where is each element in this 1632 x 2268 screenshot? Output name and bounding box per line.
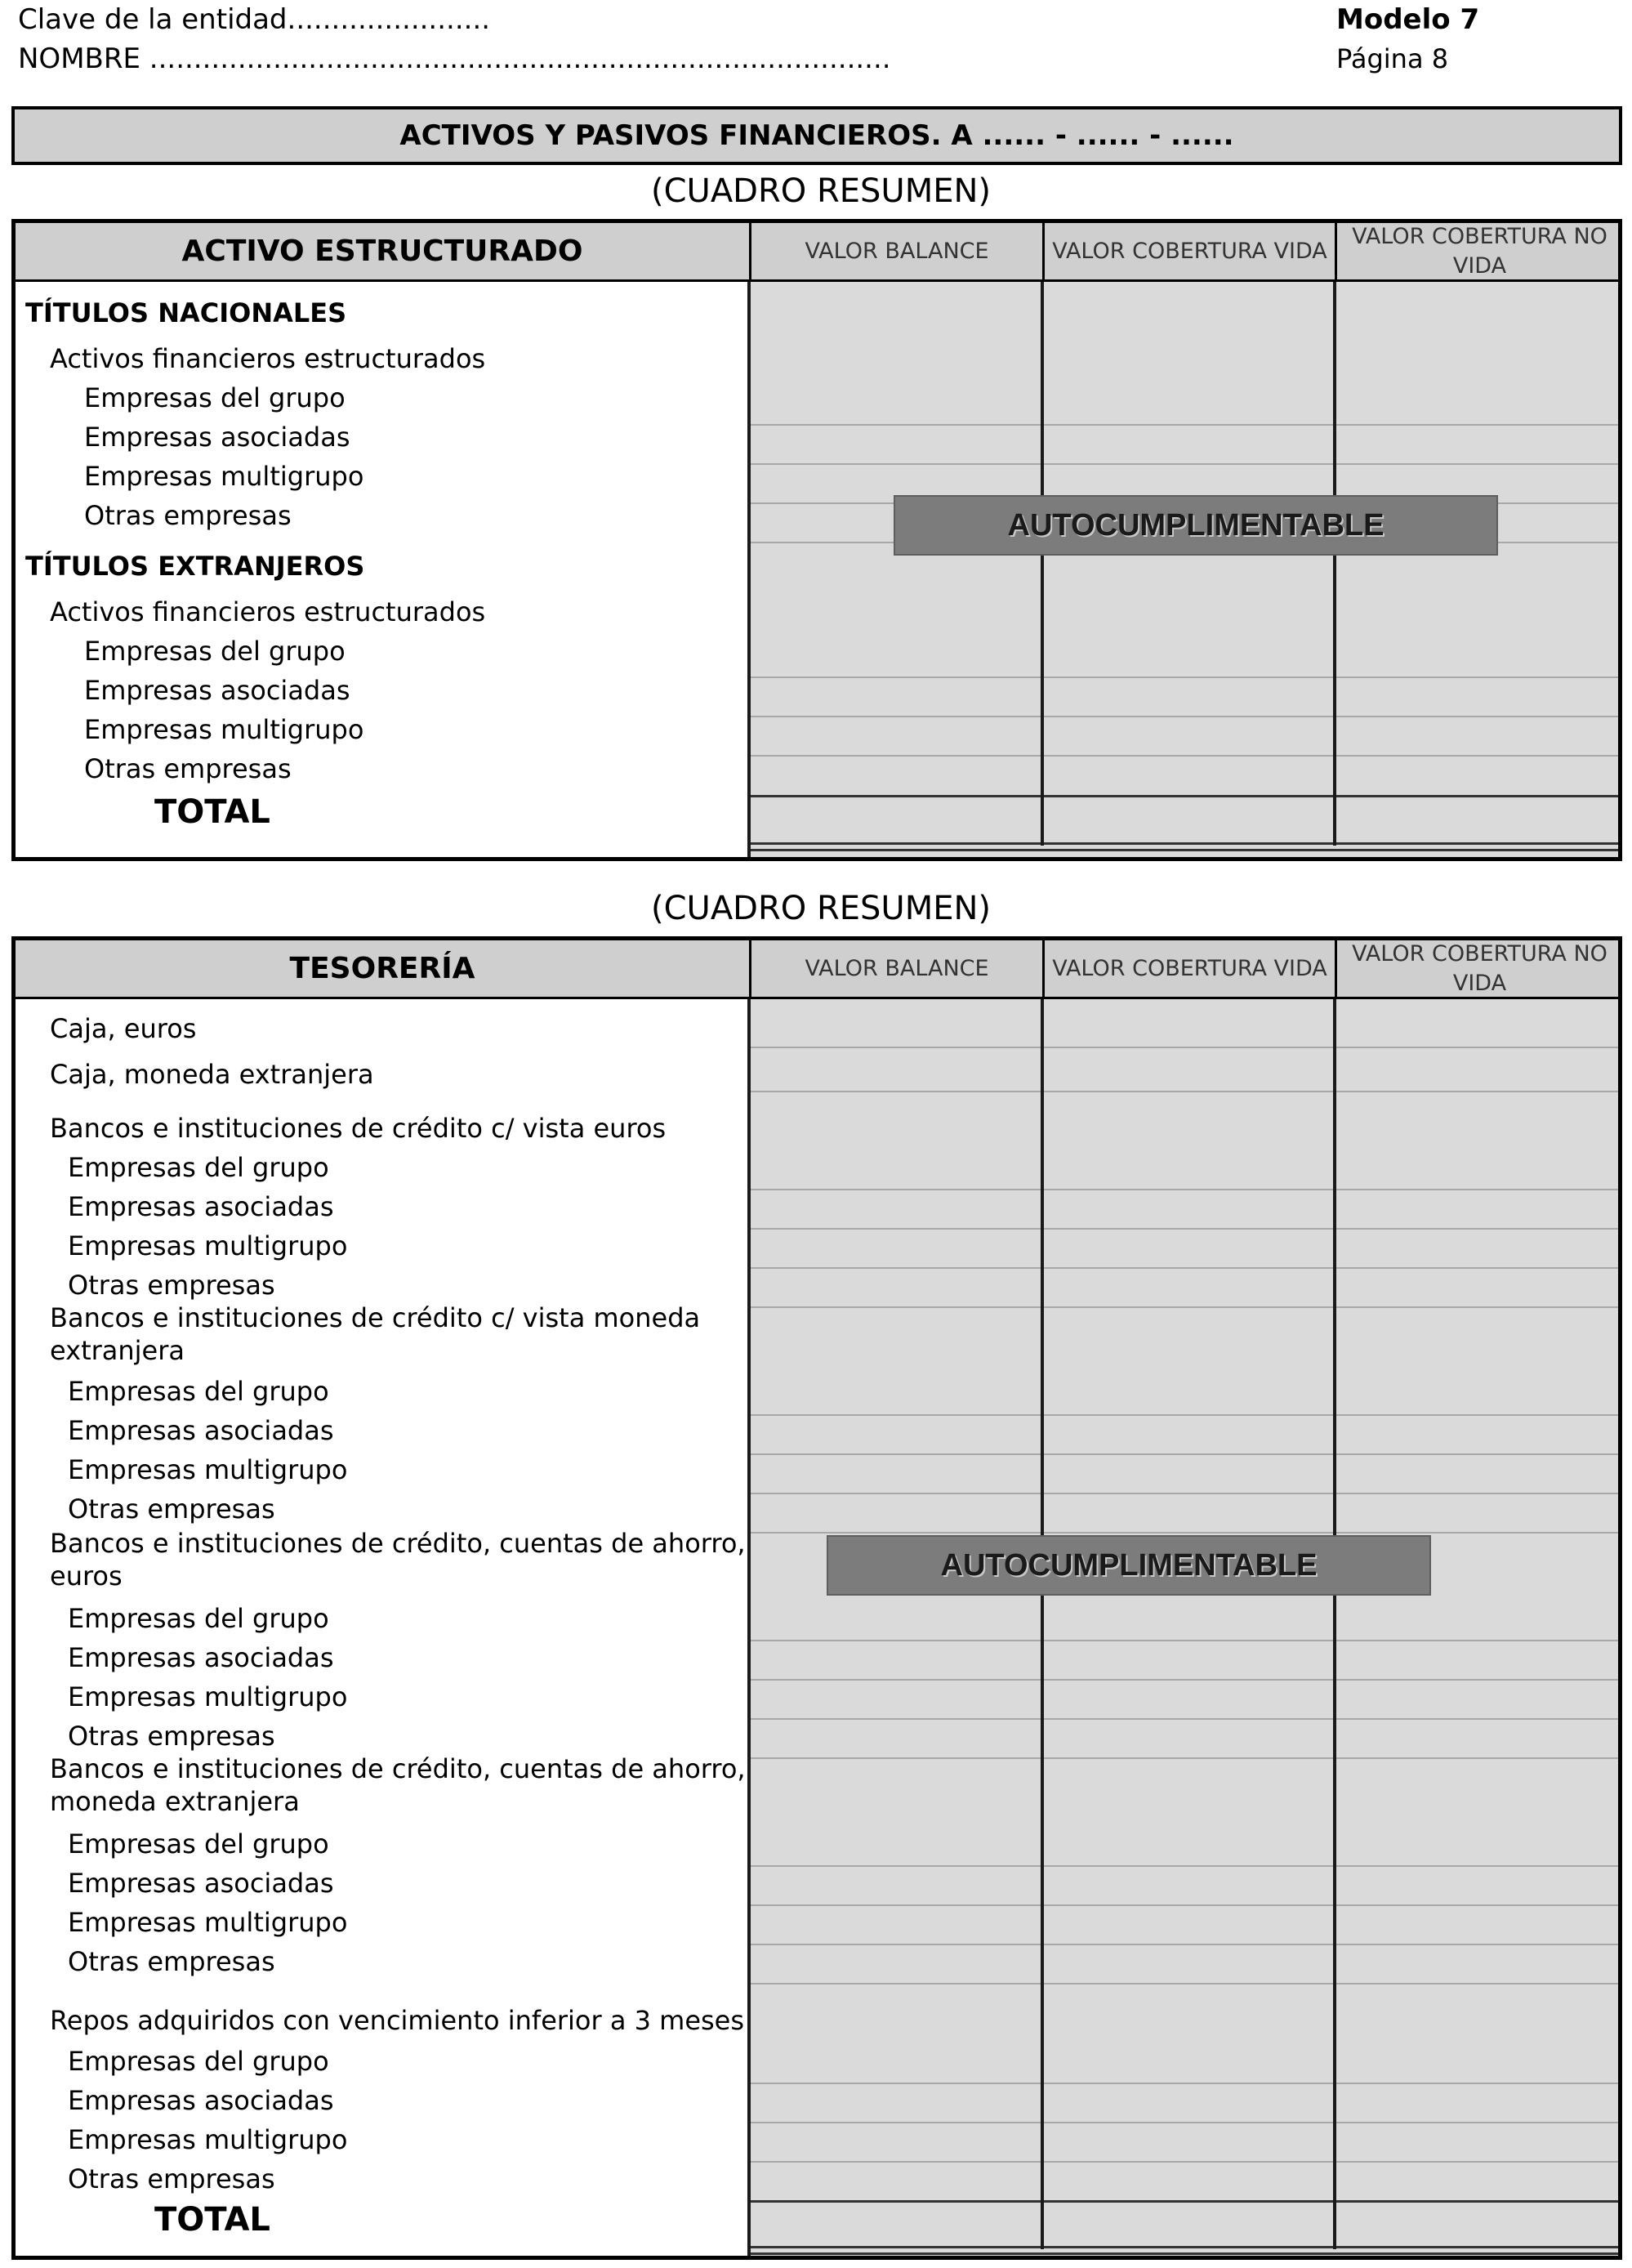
- row-label: Empresas multigrupo: [68, 1907, 348, 1938]
- col-header-balance: VALOR BALANCE: [749, 223, 1042, 282]
- total-divider: [749, 849, 1622, 851]
- total-label-1: TOTAL: [154, 793, 270, 831]
- row-label: Empresas multigrupo: [84, 714, 364, 745]
- row-label: Empresas multigrupo: [68, 1230, 348, 1261]
- total-divider: [749, 842, 1622, 845]
- row-label: Repos adquiridos con vencimiento inferior a 3 meses: [50, 2005, 745, 2036]
- row-divider: [749, 1091, 1622, 1092]
- row-divider: [749, 1904, 1622, 1906]
- col-header-coverage-life: VALOR COBERTURA VIDA: [1042, 940, 1335, 999]
- row-divider: [749, 1718, 1622, 1720]
- structured-assets-table: [11, 219, 1622, 861]
- row-divider: [749, 1228, 1622, 1230]
- row-label: Otras empresas: [68, 1946, 275, 1977]
- row-label: Empresas del grupo: [68, 1603, 329, 1634]
- col-header-coverage-life: VALOR COBERTURA VIDA: [1042, 223, 1335, 282]
- row-label: Empresas asociadas: [68, 1415, 334, 1446]
- column-divider: [1333, 999, 1336, 2249]
- structured-assets-heading: ACTIVO ESTRUCTURADO: [16, 223, 749, 282]
- row-label: Empresas del grupo: [68, 1376, 329, 1407]
- summary-caption-2: (CUADRO RESUMEN): [651, 890, 992, 927]
- row-label: Activos financieros estructurados: [50, 343, 486, 374]
- row-label: Empresas asociadas: [68, 1868, 334, 1899]
- col-header-balance: VALOR BALANCE: [749, 940, 1042, 999]
- row-label: TÍTULOS EXTRANJEROS: [25, 551, 365, 582]
- row-label: Empresas del grupo: [68, 2046, 329, 2077]
- total-divider: [749, 795, 1622, 797]
- row-label: Empresas asociadas: [68, 1642, 334, 1673]
- row-label: Bancos e instituciones de crédito c/ vista euros: [50, 1113, 667, 1144]
- value-area-1: [749, 282, 1622, 861]
- row-label: Caja, moneda extranjera: [50, 1059, 374, 1090]
- row-label: Empresas del grupo: [84, 636, 346, 667]
- row-label: Otras empresas: [68, 1270, 275, 1301]
- autocumplimentable-badge-2: AUTOCUMPLIMENTABLE: [827, 1535, 1431, 1596]
- row-divider: [749, 424, 1622, 426]
- row-label: Otras empresas: [68, 1721, 275, 1752]
- row-label: Otras empresas: [68, 2163, 275, 2194]
- row-divider: [749, 755, 1622, 757]
- total-divider: [749, 2200, 1622, 2203]
- row-divider: [749, 1414, 1622, 1416]
- total-divider: [749, 2252, 1622, 2255]
- column-divider: [1333, 282, 1336, 846]
- row-label: Bancos e instituciones de crédito, cuentas de ahorro, moneda extranjera: [50, 1753, 746, 1817]
- row-divider: [749, 1047, 1622, 1048]
- row-label: Bancos e instituciones de crédito c/ vista moneda extranjera: [50, 1302, 701, 1366]
- row-divider: [749, 1679, 1622, 1681]
- row-label: Empresas del grupo: [84, 382, 346, 413]
- column-divider: [1041, 282, 1044, 846]
- total-divider: [749, 2246, 1622, 2248]
- page-number: Página 8: [1336, 43, 1449, 74]
- col-header-coverage-non-life: VALOR COBERTURA NO VIDA: [1335, 223, 1622, 282]
- row-label: Activos financieros estructurados: [50, 596, 486, 627]
- row-divider: [749, 1306, 1622, 1308]
- row-divider: [749, 1640, 1622, 1641]
- row-label: Empresas multigrupo: [68, 1454, 348, 1485]
- row-divider: [749, 2161, 1622, 2163]
- row-label: Empresas del grupo: [68, 1828, 329, 1859]
- column-divider: [747, 282, 751, 861]
- row-divider: [749, 1267, 1622, 1269]
- row-label: Otras empresas: [84, 500, 292, 531]
- summary-caption-1: (CUADRO RESUMEN): [651, 172, 992, 210]
- row-label: Empresas asociadas: [84, 675, 350, 706]
- row-divider: [749, 463, 1622, 465]
- row-divider: [749, 2083, 1622, 2084]
- form-title: ACTIVOS Y PASIVOS FINANCIEROS. A ...... - ...... - ......: [11, 106, 1622, 165]
- row-divider: [749, 2122, 1622, 2123]
- row-divider: [749, 1944, 1622, 1945]
- col-header-coverage-non-life: VALOR COBERTURA NO VIDA: [1335, 940, 1622, 999]
- entity-name-label: NOMBRE ....................................................................................: [18, 42, 891, 75]
- entity-key-label: Clave de la entidad.......................: [18, 3, 491, 36]
- row-label: Empresas multigrupo: [68, 2124, 348, 2155]
- row-label: Empresas asociadas: [68, 2085, 334, 2116]
- row-divider: [749, 1865, 1622, 1867]
- row-label: Empresas multigrupo: [84, 461, 364, 492]
- row-divider: [749, 1453, 1622, 1455]
- row-label: Empresas del grupo: [68, 1152, 329, 1183]
- total-label-2: TOTAL: [154, 2201, 270, 2239]
- row-label: TÍTULOS NACIONALES: [25, 297, 347, 328]
- autocumplimentable-badge-1: AUTOCUMPLIMENTABLE: [894, 495, 1498, 556]
- row-label: Empresas asociadas: [68, 1191, 334, 1222]
- row-label: Caja, euros: [50, 1013, 197, 1044]
- row-divider: [749, 1757, 1622, 1759]
- treasury-heading: TESORERÍA: [16, 940, 749, 999]
- treasury-table: [11, 936, 1622, 2260]
- row-label: Empresas asociadas: [84, 422, 350, 453]
- row-divider: [749, 1493, 1622, 1494]
- row-divider: [749, 1532, 1622, 1534]
- column-divider: [1041, 999, 1044, 2249]
- row-divider: [749, 716, 1622, 717]
- row-label: Bancos e instituciones de crédito, cuentas de ahorro, euros: [50, 1528, 746, 1592]
- row-divider: [749, 1189, 1622, 1190]
- row-label: Empresas multigrupo: [68, 1681, 348, 1712]
- row-divider: [749, 676, 1622, 678]
- row-label: Otras empresas: [84, 753, 292, 784]
- row-divider: [749, 1983, 1622, 1984]
- column-divider: [747, 999, 751, 2260]
- row-label: Otras empresas: [68, 1493, 275, 1525]
- model-label: Modelo 7: [1336, 3, 1480, 36]
